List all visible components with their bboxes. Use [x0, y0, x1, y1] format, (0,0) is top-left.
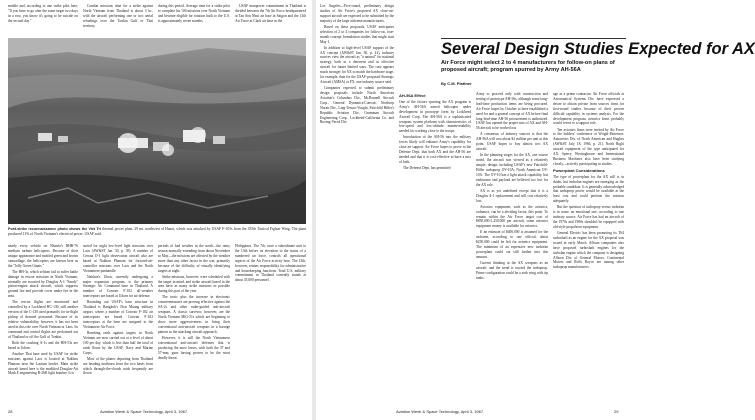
page-number-right: 29 [614, 409, 619, 414]
right-col2-p1: Army to proceed only with construction and testing of prototype AH-56s, although some long-lead-time production items are being procured. Air Force hopes by October to have established a need for and a general concept of AX before final long-lead-time AH-56 procurement is authorized. USAF has opened the proper mix of AX and AH-56 aircraft to be worked out. [476, 92, 548, 131]
left-col3-top [158, 4, 230, 36]
right-col2-p7: Current thinking at the AX weapons as an aircraft, and the trend is toward the turboprop. Prime configuration could be a stub wing with tip tanks. [476, 261, 548, 280]
photo-caption [8, 227, 306, 237]
left-col3 [158, 244, 230, 408]
right-col1 [399, 92, 471, 404]
left-col1-p1: nearly every vehicle on Nharrie's RHB-76 medium turbine helicopters. Because of their unique appearance and mottled green and brown camouflage, the helicopters are known here as the "Jolly Green Giants." [8, 244, 78, 268]
publication-line-right: Aviation Week & Space Technology, April 3, 1967 [396, 409, 484, 414]
right-col2-p5: Avionics equipment, such as the avionics, ordnance, can be a deciding factor, this point. To remain within the Air Force target cost of $850,000-1,250,000 per aircraft, some avionics equipment money is available for avionics. [476, 204, 548, 229]
right-col2-p4: AX is as yet undefined except that it is a Douglas A-1 replacement and will cost relatively low. [476, 188, 548, 203]
left-col1-top-text: mobile and, according to one strike pilot here, "If you have to go after the same target two days in a row, you know it's going to be suicide on the second day." [8, 4, 78, 23]
right-col2-p3: In the planning stages for the AX, one source noted, the aircraft was viewed as a relatively simple, design, including USAF's new Fairchild-Hiller turboprop OV-10A, North American OV-10A. The OV-10 has a light attack capability, but endurance and payload are believed too low for the AX role. [476, 153, 548, 187]
left-col1-p4: Both the crashing A-1s and the HH-53s are based at Udorn. [8, 340, 78, 350]
right-col0-p1: Los Angeles—Five-round, preliminary design studies of Air Force's proposed AX close-air-support aircraft are expected to be submitted by the majority of the large airframe manufacturers. [320, 4, 394, 23]
left-col3-p2: Strike missions, however, were scheduled with the target in mind, and strike aircraft based in the area have as many strike missions as possible during this part of the year. [158, 274, 230, 294]
right-col2 [476, 92, 548, 404]
right-col1-p3: The Defense Dept. has permitted [403, 166, 451, 171]
left-col4-p1: Philippines. The 7th, once a subordinate unit to the 13th before its elevation to the status of a numbered air force, controls all operational aspects of the Air Force activity here. The 13th, however, retains responsibility for administrative and housekeeping functions. Total U.S. military commitment in Thailand currently stands at about 35,000 personnel. [235, 244, 306, 283]
left-col3-p3: The tactic plus the increase in electronic countermeasures are proving effective against the SA-2s and other radar-guided anti-aircraft weapons. A classic survivor, however, are the North Vietnam MiG-21s which are beginning to show more aggressiveness in firing their conventional anti-aircraft weapons in a barrage pattern as the attacking aircraft approach. [158, 295, 230, 334]
right-col0-p3: In addition to high-level USAF support of the AX concept (AW&ST Jan. 30, p. 41), industry sources view the aircraft as "a natural" for national strategy, both as a deterrent and as effective aircraft for future limited wars. The case appears much stronger for AX to match the hardware stage, for example, than for the USAF-proposed Strategic Aircraft (AMSA) or FX, one industry source said. [320, 45, 394, 84]
left-col1 [8, 244, 78, 408]
right-col2-p6: If an estimate of $400,000 is assumed for the airframe, according to one official, about $250,000 could be left for avionics equipment. The minimum of an expensive new turbofan powerplant could cut still further into this amount. [476, 230, 548, 259]
left-col2-p3: Rounding out USAF's base structure in Thailand is Bangkok's Don Muang military airport, where a number of Convair F-102 air interceptors are based. Convair F-102 interceptors at the base are assigned to the Vietnamese Air Force. [83, 300, 153, 329]
right-col3-p3: The type of powerplant for the AX still is in doubt, but turbofan engines are emerging as the probable candidate. It is generally acknowledged that turboprop power would be available at the least cost and could perform the mission adequately. [553, 174, 624, 204]
photo-illustration [8, 38, 306, 224]
left-col2 [83, 244, 153, 408]
right-page [316, 0, 755, 420]
left-col2-top [83, 4, 153, 36]
right-col3-p2: Ten avionics firms were invited by Air Force to the bidders' conference at Wright-Patterson: Autonetics Div. of North American and Hughes (AW&ST July 18, 1966, p. 21). North Right aircraft equipment of the type anticipated for AX: Sperry, Westinghouse and International Business Machines also have been studying closely—actively participating in studies. [553, 127, 624, 166]
left-col4-top-text: USAF manpower commitment in Thailand is divided between the 7th Air Force headquartered at Tan Son Nhut air base in Saigon and the 13th Air Force at Clark air base in the [235, 4, 306, 23]
caption-text: thermal power plant, 29 mi. northwest of Hanoi, which was attacked by USAF F-105s from the 355th Tactical Fighter Wing. The plant produced 11% of North Vietnam's electrical power, USAF said. [8, 227, 307, 236]
headline-rule [441, 38, 626, 39]
right-col0-p2: Based on these proposals, USAF anticipates selection of 2 to 4 companies for follow-on, four-month concept formulation studies that might start May 1. [320, 24, 394, 44]
caption-lead: Post-strike reconnaissance photo shows the Viet Tri [8, 227, 101, 231]
left-col3-p4: However, it is still the North Vietnamese conventional anti-aircraft defenses that is producing the most losses, with both the 37 and 57-mm. guns having proven to be the most deadly threat. [158, 335, 230, 360]
article-headline: Several Design Studies Expected for AX [441, 40, 755, 58]
right-col0-p4: Companies expected to submit preliminary design proposals include North American Aviation's Columbus Div., McDonnell Aircraft Corp., General Dynamics/Convair, Northrop Norair Div., Ling-Temco-Vought, Fairchild Hiller's Republic Aviation Div., Grumman Aircraft Engineering Corp., Lockheed-California Co. and Boeing-Vertol Div. [320, 86, 394, 125]
page-number-left: 28 [8, 409, 13, 414]
left-col2-p2: Nakhon's Ubon, currently undergoing a major expansion program, is the primary Strategic Air Command base in Thailand. A number of Convair F-102 all-weather interceptors are based at Udorn for air defense. [83, 274, 153, 299]
left-col2-top-text: Combat missions time for a strike against North Vietnam from Thailand is about 3 hr., with the aircraft performing one or two aerial refuelings over the Tonkin Gulf or Thai territory. [83, 4, 153, 28]
left-col1-p3: The rescue flights are monitored and controlled by a Lockheed HC-130, still another version of the C-130 used primarily for in-flight pickup of downed personnel. Because of its relative vulnerability, however, it has not been used in this role over North Vietnam or Laos. Its command and control flights are performed out of Thailand or off the Gulf of Tonkin. [8, 300, 78, 339]
right-col2-p2: A consensus of industry sources is that the AH-56A will cost about $2 million per unit at this point. USAF hopes to buy almost two AX aircraft. [476, 132, 548, 152]
subhead-ah56a: AH-56A Effect [399, 93, 426, 98]
publication-line-left: Aviation Week & Space Technology, April 3, 1967 [100, 409, 188, 414]
left-col3-top-text: during this period. Average time for a strike pilot to complete his 100 missions over North Vietnam and become eligible for rotation back to the U.S. is approximately seven months. [158, 4, 230, 23]
right-col1-p2: Introduction of the AH-56 into the military forces likely will enhance Army's capability for close air support. Air Force hopes to prove to the Defense Dept. that both AX and the AH-56 are needed and that it is cost-effective to have a mix of both. [399, 135, 471, 164]
left-col1-p2: The HH-3s, which seldom fail to suffer battle damage in rescue missions in North Vietnam, normally are escorted by Douglas A-1 "Sandy" piston-engine attack aircraft, which suppress ground fire and provide cover under fire in the area. [8, 269, 78, 299]
left-col2-p1: suited for night low-level light missions over Laos (AW&ST Jan. 30, p. 39). A number of Cessna O-1 light observation aircraft also are based at Nakhon Phanom for forward-air-controller missions over Laos and the North Vietnamese panhandle. [83, 244, 153, 273]
left-col3-p1: periods of bad weather in the north—the rainy season normally extending from about November to May—the missions are affected by the weather more than any other factor in the war, primarily because of the difficulty of visually identifying targets at night. [158, 244, 230, 273]
left-col4-top [235, 4, 306, 36]
subhead-powerplant: Powerplant Considerations [553, 167, 605, 173]
left-col1-top [8, 4, 78, 36]
right-col3 [553, 92, 624, 404]
right-col3-p1: age as a prime contractor. Air Force officials at Aeronautical Systems Div. have expressed a desire to obtain private from sources firms for first-round studies because of their proven difficult capability in systems analysis. For the development program, avionics firms probably would revert to a support role. [553, 92, 624, 126]
reconnaissance-photo [8, 38, 306, 224]
left-col2-p5: Most of the planes departing from Thailand are heading northeast from the two bases from which through-the-clouds raids frequently are flown. [83, 356, 153, 376]
right-col3-p4: But the question of turboprop versus turbofan is in some, an emotional one, according to one industry source. Air Force has had an aircraft of the 1970s and 1980s shouldn't be equipped with old-style propulsion equipment. [553, 205, 624, 229]
article-byline: By C.M. Plattner [441, 81, 472, 86]
left-col4 [235, 244, 306, 408]
article-deck: Air Force might select 2 to 4 manufacturers for follow-on plans of proposed aircraft; program spurred by Army AH-56A [441, 60, 615, 73]
left-page [0, 0, 312, 420]
left-col2-p4: Bombing raids against targets in North Vietnam are now carried out at a level of about 100 per day, which is less than half the total of raids flown by the USAF, Navy and Marine Corps. [83, 330, 153, 355]
right-col0 [320, 4, 394, 404]
left-col1-p5: Another Thai base used by USAF for strike missions against Laos is located at Nakhon Phanom near the Laotian border. Main strike aircraft based here is the modified Douglas-Air Mark E engineering B-26K light bomber. It is [8, 351, 78, 376]
right-col1-p1: One of the factors spurring the AX program is Army's AH-56A armed helicopter under development in prototype form by Lockheed Aircraft Corp. The AH-56A is a sophisticated weapons system platform with characteristics of low-speed and low-altitude maneuverability needed for working close to the troops. [399, 99, 471, 134]
right-col3-p5: General Electric has been promoting its T64 turboshaft as an engine for the AX proposal was issued in early March. Allison companies also have proposed turboshaft engines for the turbofan engine which the company is designing Allison Div. of General Motors, Continental Motors and Rolls Royce are among other turboprop manufacturers. [553, 231, 624, 270]
